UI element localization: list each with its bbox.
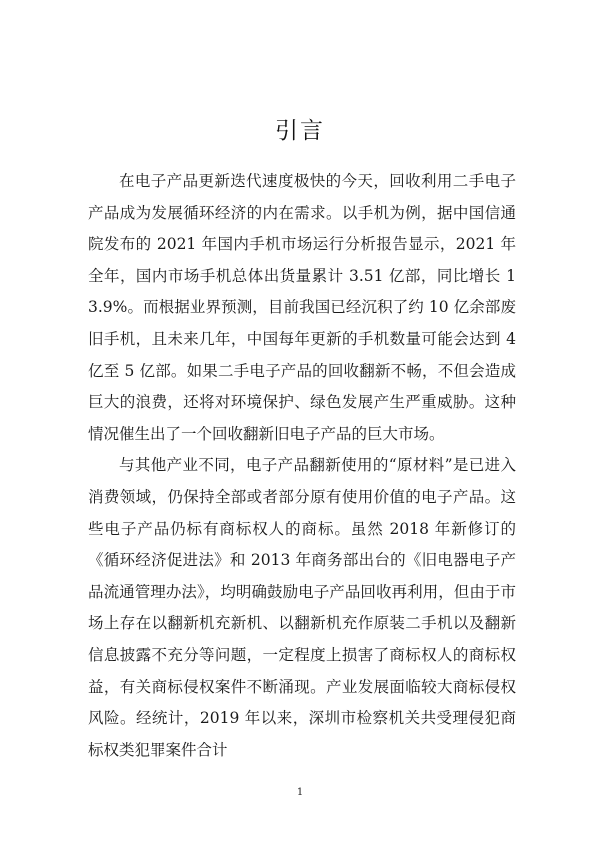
paragraph-2: 与其他产业不同，电子产品翻新使用的“原材料”是已进入消费领域，仍保持全部或者部分原有使用价值的电子产品。这些电子产品仍标有商标权人的商标。虽然 2018 年新修订的《循环经济促进法》和 2013 年商务部出台的《旧电器电子产品流通管理办法》，均明确鼓励电子产品回收再利用，但由于市场上存在以翻新机充新机、以翻新机充作原装二手机以及翻新信息披露不充分等问题，一定程度上损害了商标权人的商标权益，有关商标侵权案件不断涌现。产业发展面临较大商标侵权风险。经统计，2019 年以来，深圳市检察机关共受理侵犯商标权类犯罪案件合计 bbox=[88, 456, 516, 759]
document-body bbox=[88, 166, 516, 766]
paragraph-1: 在电子产品更新迭代速度极快的今天，回收利用二手电子产品成为发展循环经济的内在需求。以手机为例，据中国信通院发布的 2021 年国内手机市场运行分析报告显示，2021 年全年，国内市场手机总体出货量累计 3.51 亿部，同比增长 13.9%。而根据业界预测，目前我国已经沉积了约 10 亿余部废旧手机，且未来几年，中国每年更新的手机数量可能会达到 4 亿至 5 亿部。如果二手电子产品的回收翻新不畅，不但会造成巨大的浪费，还将对环境保护、绿色发展产生严重威胁。这种情况催生出了一个回收翻新旧电子产品的巨大市场。 bbox=[88, 172, 516, 443]
page-number: 1 bbox=[296, 787, 304, 798]
page-title: 引言 bbox=[275, 118, 325, 144]
